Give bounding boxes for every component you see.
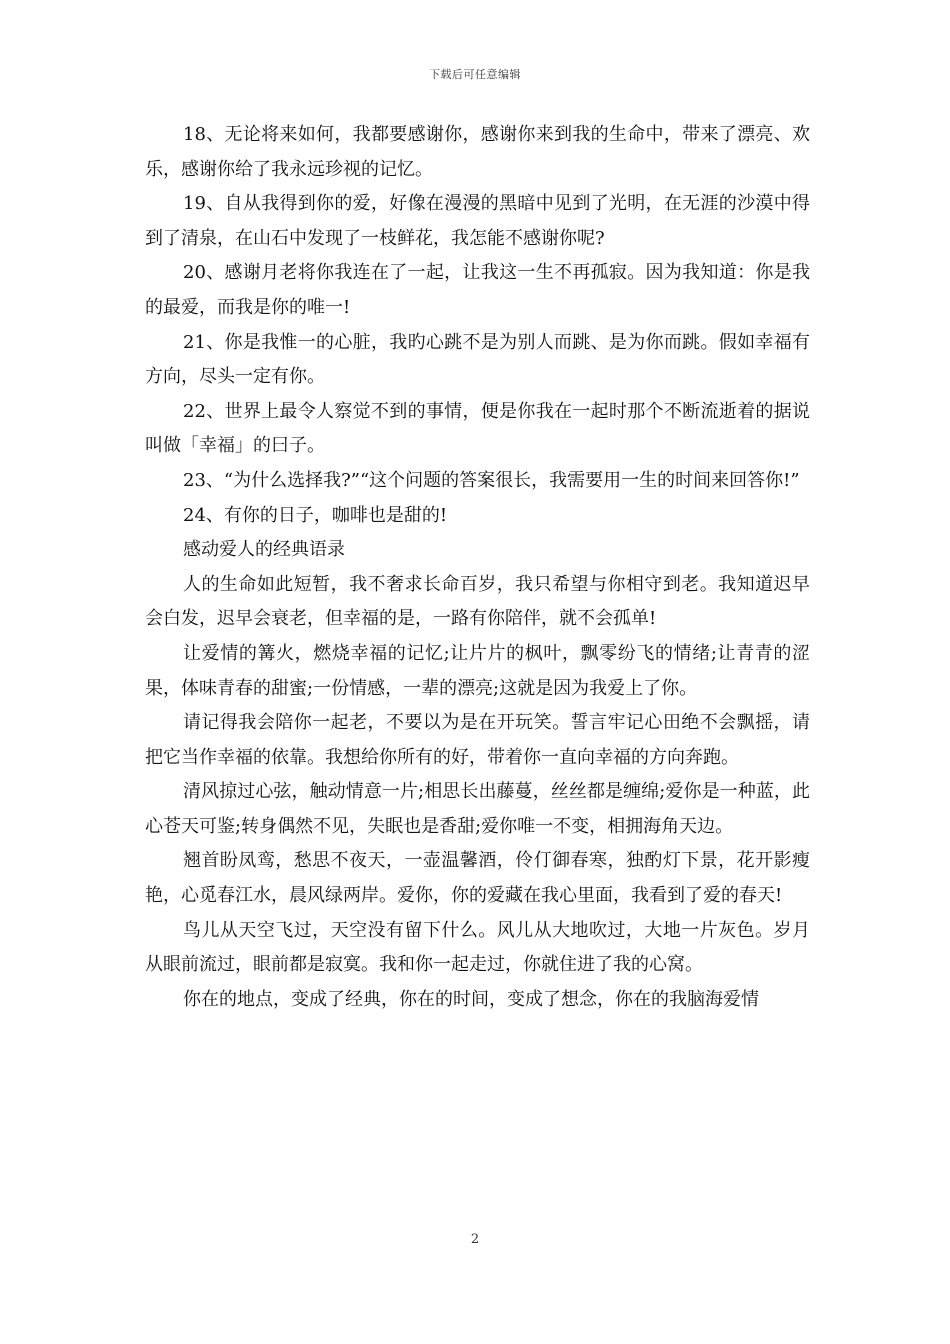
paragraph: 让爱情的篝火，燃烧幸福的记忆;让片片的枫叶，飘零纷飞的情绪;让青青的涩果，体味青春的甜蜜;一份情感，一辈的漂亮;这就是因为我爱上了你。 (145, 642, 810, 699)
page-number: 2 (470, 1232, 480, 1247)
document-body (145, 118, 810, 1017)
paragraph: 24、有你的日子，咖啡也是甜的! (183, 504, 448, 526)
paragraph: 21、你是我惟一的心脏，我旳心跳不是为别人而跳、是为你而跳。假如幸福有方向，尽头一定有你。 (145, 331, 810, 388)
paragraph: 请记得我会陪你一起老，不要以为是在开玩笑。誓言牢记心田绝不会飘摇，请把它当作幸福的依靠。我想给你所有的好，带着你一直向幸福的方向奔跑。 (145, 712, 810, 768)
paragraph: 人的生命如此短暂，我不奢求长命百岁，我只希望与你相守到老。我知道迟早会白发，迟早会衰老，但幸福的是，一路有你陪伴，就不会孤单! (145, 573, 810, 630)
section-heading: 感动爱人的经典语录 (183, 539, 345, 561)
paragraph: 19、自从我得到你的爱，好像在漫漫的黑暗中见到了光明，在无涯的沙漠中得到了清泉，在山石中发现了一枝鲜花，我怎能不感谢你呢? (145, 193, 810, 249)
page-header: 下载后可任意编辑 (429, 68, 521, 81)
paragraph: 鸟儿从天空飞过，天空没有留下什么。风儿从大地吹过，大地一片灰色。岁月从眼前流过，眼前都是寂寞。我和你一起走过，你就住进了我的心窝。 (145, 919, 810, 976)
paragraph: 18、无论将来如何，我都要感谢你，感谢你来到我的生命中，带来了漂亮、欢乐，感谢你给了我永远珍视的记忆。 (145, 124, 810, 180)
paragraph: 23、“为什么选择我?”“这个问题的答案很长，我需要用一生的时间来回答你!” (183, 469, 800, 491)
paragraph: 翘首盼凤鸾，愁思不夜天，一壶温馨酒，伶仃御春寒，独酌灯下景，花开影瘦艳，心觅春江水，晨风绿两岸。爱你，你的爱藏在我心里面，我看到了爱的春天! (145, 850, 810, 907)
paragraph: 22、世界上最令人察觉不到的事情，便是你我在一起时那个不断流逝着的据说叫做「幸福」的曰子。 (145, 400, 810, 457)
paragraph: 你在的地点，变成了经典，你在的时间，变成了想念，你在的我脑海爱情 (183, 988, 759, 1010)
paragraph: 清风掠过心弦，触动情意一片;相思长出藤蔓，丝丝都是缠绵;爱你是一种蓝，此心苍天可鉴;转身偶然不见，失眠也是香甜;爱你唯一不变，相拥海角天边。 (145, 781, 810, 837)
paragraph: 20、感谢月老将你我连在了一起，让我这一生不再孤寂。因为我知道：你是我的最爱，而我是你的唯一! (145, 262, 810, 318)
